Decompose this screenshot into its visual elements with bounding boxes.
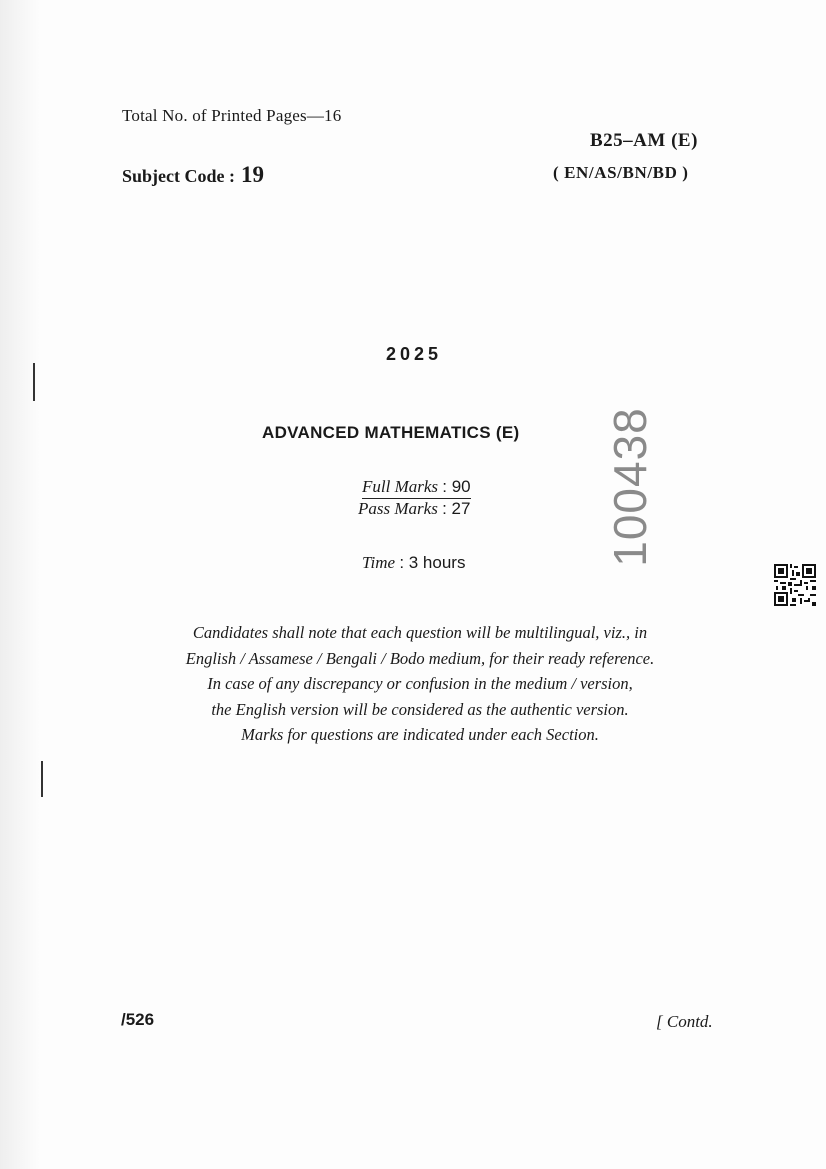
serial-number-stamp bbox=[600, 407, 660, 567]
qr-code-icon bbox=[774, 564, 816, 606]
subject-code bbox=[122, 162, 264, 188]
continued-marker bbox=[656, 1012, 713, 1032]
continued-text: [ Contd. bbox=[656, 1012, 713, 1031]
page-left-edge-shadow bbox=[0, 0, 40, 1169]
margin-mark-lower bbox=[41, 761, 43, 797]
time-label: Time bbox=[362, 553, 396, 572]
footer-code: /526 bbox=[121, 1010, 155, 1029]
instruction-line: the English version will be considered as the authentic version. bbox=[211, 699, 629, 719]
exam-year: 2025 bbox=[386, 344, 443, 364]
subject-code-label: Subject Code : bbox=[122, 166, 235, 186]
full-marks bbox=[362, 477, 471, 499]
printed-pages-count: Total No. of Printed Pages—16 bbox=[122, 106, 342, 125]
subject-title: ADVANCED MATHEMATICS (E) bbox=[262, 423, 520, 442]
pass-marks-value: : 27 bbox=[442, 499, 471, 518]
subject-code-value: 19 bbox=[241, 162, 264, 187]
full-marks-label: Full Marks bbox=[362, 477, 439, 496]
instruction-line: English / Assamese / Bengali / Bodo medium, for their ready reference. bbox=[185, 648, 655, 668]
paper-code: B25–AM (E) bbox=[590, 130, 698, 151]
pass-marks bbox=[358, 499, 470, 519]
pass-marks-label: Pass Marks bbox=[358, 499, 438, 518]
medium-list: ( EN/AS/BN/BD ) bbox=[553, 163, 689, 182]
margin-mark-upper bbox=[33, 363, 35, 401]
time-value: : 3 hours bbox=[399, 553, 466, 572]
full-marks-value: : 90 bbox=[442, 477, 471, 496]
candidate-instructions bbox=[120, 620, 720, 748]
instruction-line: In case of any discrepancy or confusion in the medium / version, bbox=[207, 674, 633, 693]
instruction-line: Candidates shall note that each question will be multilingual, viz., in bbox=[192, 623, 648, 642]
exam-duration bbox=[362, 553, 465, 573]
serial-number: 100438 bbox=[604, 407, 656, 567]
instruction-line: Marks for questions are indicated under each Section. bbox=[241, 725, 599, 744]
